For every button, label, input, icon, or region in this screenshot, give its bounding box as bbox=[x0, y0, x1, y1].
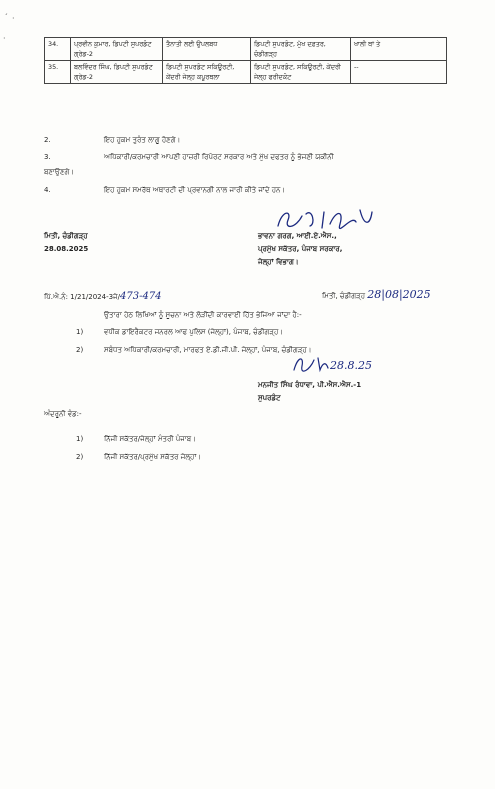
to-cell: ਡਿਪਟੀ ਸੁਪਰਡੰਟ, ਸਕਿਊਰਟੀ, ਕੇਂਦਰੀ ਜੇਲ੍ਹ ਫਰੀਦਕੋਟ bbox=[251, 61, 351, 84]
endorsement-date bbox=[322, 290, 431, 301]
serial-cell: 35. bbox=[45, 61, 71, 84]
remark-cell: -- bbox=[351, 61, 447, 84]
table-row bbox=[45, 61, 447, 84]
endorsement-date-printed: ਮਿਤੀ, ਚੰਡੀਗੜ੍ਹ bbox=[322, 292, 366, 300]
list-item: ਸਬੰਧਤ ਅਧਿਕਾਰੀ/ਕਰਮਚਾਰੀ, ਮਾਰਫਤ ਏ.ਡੀ.ਜੀ.ਪੀ. ਜੇਲ੍ਹਾਂ, ਪੰਜਾਬ, ਚੰਡੀਗੜ੍ਹ। bbox=[104, 346, 312, 354]
para-number: 3. bbox=[44, 153, 51, 161]
list-number: 2) bbox=[76, 453, 84, 461]
para-number: 4. bbox=[44, 186, 51, 194]
signature-2-date: 28.8.25 bbox=[330, 359, 372, 372]
list-number: 2) bbox=[76, 346, 84, 354]
para-text: ਇਹ ਹੁਕਮ ਸਮਰੱਥ ਅਥਾਰਟੀ ਦੀ ਪ੍ਰਵਾਨਗੀ ਨਾਲ ਜਾਰੀ ਕੀਤੇ ਜਾਂਦੇ ਹਨ। bbox=[104, 186, 286, 194]
ref-handwritten: 473-474 bbox=[119, 291, 162, 302]
list-number: 1) bbox=[76, 435, 84, 443]
signer-post: ਸੁਪਰਡੰਟ bbox=[258, 394, 281, 402]
signer-department: ਜੇਲ੍ਹਾਂ ਵਿਭਾਗ। bbox=[258, 258, 299, 266]
list-item: ਵਧੀਕ ਡਾਇਰੈਕਟਰ ਜਨਰਲ ਆਫ ਪੁਲਿਸ (ਜੇਲ੍ਹਾਂ), ਪੰਜਾਬ, ਚੰਡੀਗੜ੍ਹ। bbox=[104, 328, 283, 336]
scan-speck: · bbox=[12, 14, 15, 23]
signer-post: ਪ੍ਰਮੁੱਖ ਸਕੱਤਰ, ਪੰਜਾਬ ਸਰਕਾਰ, bbox=[258, 245, 343, 253]
serial-cell: 34. bbox=[45, 38, 71, 61]
name-cell: ਬਲਵਿੰਦਰ ਸਿੰਘ, ਡਿਪਟੀ ਸੁਪਰਡੰਟ ਗ੍ਰੇਡ-2 bbox=[71, 61, 163, 84]
signature-2 bbox=[290, 354, 330, 374]
from-cell: ਡਿਪਟੀ ਸੁਪਰਡੰਟ ਸਕਿਊਰਟੀ, ਕੇਂਦਰੀ ਜੇਲ੍ਹ ਕਪੂਰਥਲਾ bbox=[163, 61, 251, 84]
endorsement-intro: ਉਤਾਰਾ ਹੇਠ ਲਿਖਿਆਂ ਨੂੰ ਸੂਚਨਾ ਅਤੇ ਲੋੜੀਂਦੀ ਕਾਰਵਾਈ ਹਿੱਤ ਭੇਜਿਆ ਜਾਂਦਾ ਹੈ:- bbox=[104, 311, 302, 319]
ref-printed: ਪਿੱ.ਐ.ਨੰ: 1/21/2024-3ਜੇ/ bbox=[44, 293, 120, 301]
scan-speck: · bbox=[3, 34, 6, 43]
para-number: 2. bbox=[44, 136, 51, 144]
transfer-table bbox=[44, 37, 447, 84]
endorsement-date-handwritten: 28|08|2025 bbox=[367, 288, 431, 301]
signer-name: ਭਾਵਨਾ ਗਰਗ, ਆਈ.ਏ.ਐਸ., bbox=[258, 232, 337, 240]
remark-cell: ਖਾਲੀ ਥਾਂ ਤੇ bbox=[351, 38, 447, 61]
scan-speck: ˏ bbox=[4, 6, 8, 15]
para-text: ਅਧਿਕਾਰੀ/ਕਰਮਚਾਰੀ ਆਪਣੀ ਹਾਜ਼ਰੀ ਰਿਪੋਰਟ ਸਰਕਾਰ ਅਤੇ ਮੁੱਖ ਦਫਤਰ ਨੂੰ ਭੇਜਣੀ ਯਕੀਨੀ bbox=[104, 153, 334, 161]
list-number: 1) bbox=[76, 328, 84, 336]
list-item: ਨਿੱਜੀ ਸਕੱਤਰ/ਜੇਲ੍ਹਾਂ ਮੰਤਰੀ ਪੰਜਾਬ। bbox=[104, 435, 196, 443]
list-item: ਨਿੱਜੀ ਸਕੱਤਰ/ਪ੍ਰਮੁੱਖ ਸਕੱਤਰ ਜੇਲ੍ਹਾਂ। bbox=[104, 453, 202, 461]
name-cell: ਪ੍ਰਵੀਨ ਕੁਮਾਰ, ਡਿਪਟੀ ਸੁਪਰਡੰਟ ਗ੍ਰੇਡ-2 bbox=[71, 38, 163, 61]
para-text: ਇਹ ਹੁਕਮ ਤੁਰੰਤ ਲਾਗੂ ਹੋਣਗੇ। bbox=[104, 136, 181, 144]
to-cell: ਡਿਪਟੀ ਸੁਪਰਡੰਟ, ਮੁੱਖ ਦਫ਼ਤਰ, ਚੰਡੀਗੜ੍ਹ bbox=[251, 38, 351, 61]
from-cell: ਤੈਨਾਤੀ ਲਈ ਉਪਲਬਧ bbox=[163, 38, 251, 61]
table-row bbox=[45, 38, 447, 61]
para-text-continued: ਬਣਾਉਣਗੇ। bbox=[44, 168, 75, 176]
internal-heading: ਅੰਦਰੂਨੀ ਵੰਡ:- bbox=[44, 410, 82, 418]
endorsement-ref bbox=[44, 292, 162, 302]
signature-1 bbox=[272, 206, 380, 232]
date-value: 28.08.2025 bbox=[44, 245, 89, 253]
signer-name: ਮਨਜੀਤ ਸਿੰਘ ਰੰਧਾਵਾ, ਪੀ.ਐਸ.ਐਸ.-1 bbox=[258, 381, 362, 389]
date-place: ਮਿਤੀ, ਚੰਡੀਗੜ੍ਹ bbox=[44, 232, 88, 240]
